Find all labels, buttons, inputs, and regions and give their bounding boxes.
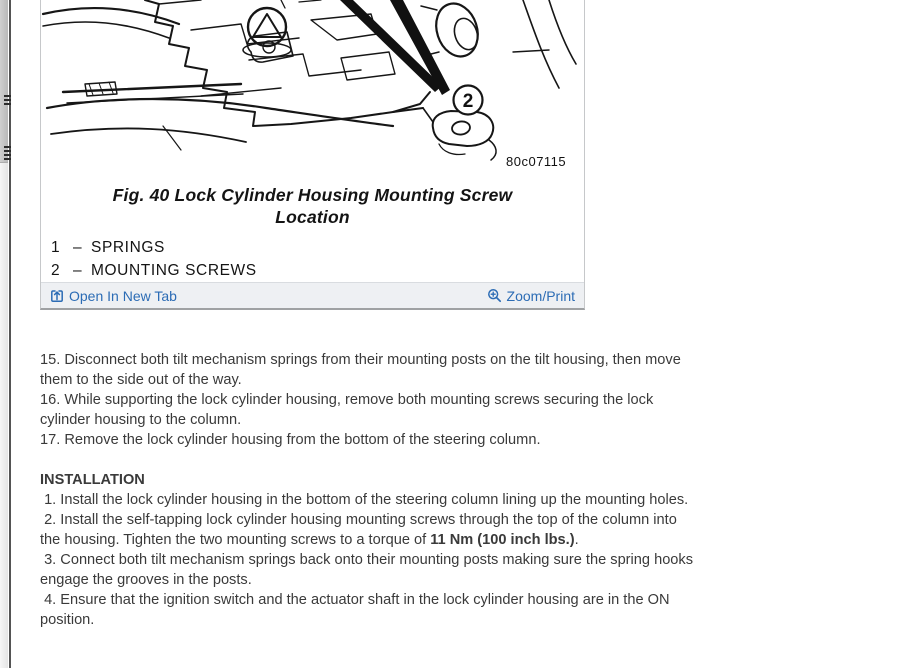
figure-card <box>40 0 585 310</box>
legend-label: MOUNTING SCREWS <box>91 261 257 279</box>
zoom-print-label: Zoom/Print <box>506 287 575 304</box>
zoom-print-link[interactable] <box>487 288 575 304</box>
installation-step-1: 1. Install the lock cylinder housing in the bottom of the steering column lining up the mounting holes. <box>40 492 689 508</box>
outer-scrollbar-thumb[interactable] <box>0 0 8 163</box>
clipped-content-mark <box>4 95 11 107</box>
installation-step-2: 2. Install the self-tapping lock cylinder housing mounting screws through the top of the column into the housing. Tighten the two mounting screws to a torque of 11 Nm (100 inch lbs.). <box>40 512 681 548</box>
lock-cylinder-housing-diagram <box>41 0 584 172</box>
callout-2-number: 2 <box>462 91 474 112</box>
removal-step-16: 16. While supporting the lock cylinder housing, remove both mounting screws securing the lock cylinder housing to the column. <box>40 392 658 428</box>
drawing-code-label: 80c07115 <box>506 154 567 169</box>
removal-step-17: 17. Remove the lock cylinder housing from the bottom of the steering column. <box>40 432 541 448</box>
open-in-new-tab-label: Open In New Tab <box>69 287 177 304</box>
figure-caption: Fig. 40 Lock Cylinder Housing Mounting Screw Location <box>112 185 513 227</box>
legend-item-mounting-screws: 2 – MOUNTING SCREWS <box>51 261 257 279</box>
clipped-content-mark <box>4 146 11 162</box>
open-in-new-tab-icon <box>50 289 64 303</box>
legend-item-springs: 1 – SPRINGS <box>51 238 165 256</box>
installation-step-3: 3. Connect both tilt mechanism springs back onto their mounting posts making sure the spring hooks engage the grooves in the posts. <box>40 552 698 588</box>
torque-spec: 11 Nm (100 inch lbs.) <box>430 532 575 548</box>
figure-legend <box>51 236 584 282</box>
procedure-text <box>40 350 700 630</box>
open-in-new-tab-link[interactable] <box>50 288 177 304</box>
figure-action-bar <box>41 282 584 308</box>
removal-step-15: 15. Disconnect both tilt mechanism springs from their mounting posts on the tilt housing, then move them to the side out of the way. <box>40 352 685 388</box>
installation-step-4: 4. Ensure that the ignition switch and the actuator shaft in the lock cylinder housing are in the ON position. <box>40 592 674 628</box>
installation-heading: INSTALLATION <box>40 472 145 488</box>
legend-label: SPRINGS <box>91 238 165 256</box>
zoom-in-icon <box>487 288 502 303</box>
